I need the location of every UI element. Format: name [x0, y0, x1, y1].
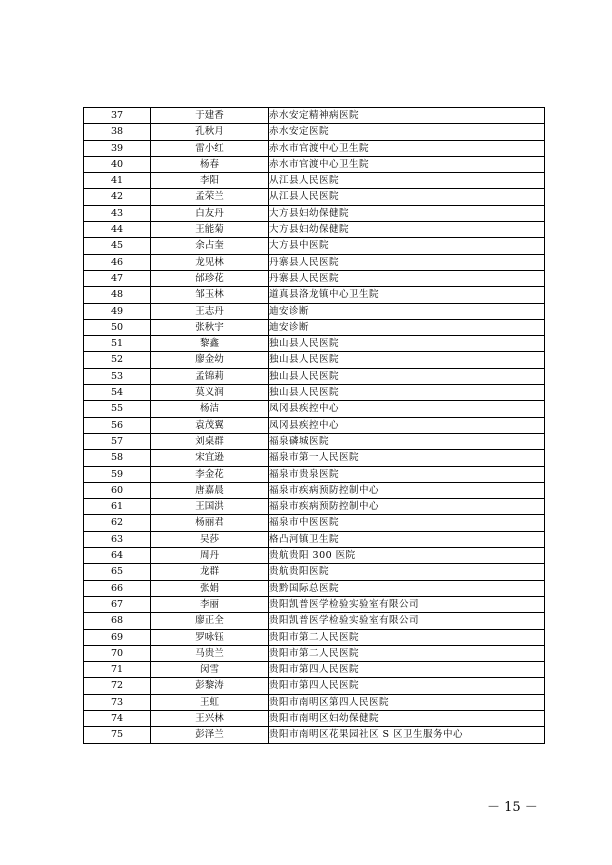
person-name-cell: 王志丹	[151, 303, 269, 319]
table-row	[84, 238, 545, 254]
work-unit-cell: 大方县妇幼保健院	[269, 222, 545, 238]
personnel-table	[83, 107, 545, 744]
person-name-cell: 龙见林	[151, 254, 269, 270]
row-number-cell: 71	[84, 662, 151, 678]
row-number-cell: 74	[84, 710, 151, 726]
table-row	[84, 287, 545, 303]
row-number-cell: 52	[84, 352, 151, 368]
work-unit-cell: 贵阳市南明区第四人民医院	[269, 694, 545, 710]
person-name-cell: 王能菊	[151, 222, 269, 238]
row-number-cell: 70	[84, 645, 151, 661]
person-name-cell: 张娟	[151, 580, 269, 596]
row-number-cell: 66	[84, 580, 151, 596]
person-name-cell: 刘桌群	[151, 433, 269, 449]
table-row	[84, 482, 545, 498]
work-unit-cell: 贵阳市南明区妇幼保健院	[269, 710, 545, 726]
row-number-cell: 38	[84, 124, 151, 140]
table-row	[84, 531, 545, 547]
person-name-cell: 于建香	[151, 108, 269, 124]
work-unit-cell: 从江县人民医院	[269, 189, 545, 205]
table-row	[84, 352, 545, 368]
person-name-cell: 彭黎涛	[151, 678, 269, 694]
person-name-cell: 李金花	[151, 466, 269, 482]
row-number-cell: 55	[84, 401, 151, 417]
person-name-cell: 邹玉林	[151, 287, 269, 303]
work-unit-cell: 福泉市疾病预防控制中心	[269, 482, 545, 498]
work-unit-cell: 独山县人民医院	[269, 336, 545, 352]
work-unit-cell: 赤水市官渡中心卫生院	[269, 156, 545, 172]
row-number-cell: 47	[84, 270, 151, 286]
person-name-cell: 王兴林	[151, 710, 269, 726]
row-number-cell: 61	[84, 499, 151, 515]
person-name-cell: 孔秋月	[151, 124, 269, 140]
table-row	[84, 205, 545, 221]
person-name-cell: 马贵兰	[151, 645, 269, 661]
work-unit-cell: 丹寨县人民医院	[269, 270, 545, 286]
table-row	[84, 401, 545, 417]
person-name-cell: 余占奎	[151, 238, 269, 254]
table-row	[84, 710, 545, 726]
person-name-cell: 袁茂翼	[151, 417, 269, 433]
table-row	[84, 694, 545, 710]
row-number-cell: 75	[84, 727, 151, 743]
person-name-cell: 杨丽君	[151, 515, 269, 531]
person-name-cell: 白友丹	[151, 205, 269, 221]
table-row	[84, 417, 545, 433]
row-number-cell: 67	[84, 596, 151, 612]
person-name-cell: 李阳	[151, 173, 269, 189]
row-number-cell: 59	[84, 466, 151, 482]
work-unit-cell: 贵阳凯普医学检验实验室有限公司	[269, 613, 545, 629]
row-number-cell: 56	[84, 417, 151, 433]
work-unit-cell: 贵阳市第四人民医院	[269, 678, 545, 694]
person-name-cell: 孟锦莉	[151, 368, 269, 384]
row-number-cell: 46	[84, 254, 151, 270]
row-number-cell: 60	[84, 482, 151, 498]
table-row	[84, 564, 545, 580]
table-row	[84, 189, 545, 205]
work-unit-cell: 贵阳市第四人民医院	[269, 662, 545, 678]
row-number-cell: 57	[84, 433, 151, 449]
row-number-cell: 37	[84, 108, 151, 124]
person-name-cell: 廖正全	[151, 613, 269, 629]
table-row	[84, 336, 545, 352]
table-row	[84, 433, 545, 449]
work-unit-cell: 贵阳市第二人民医院	[269, 645, 545, 661]
row-number-cell: 53	[84, 368, 151, 384]
person-name-cell: 周丹	[151, 548, 269, 564]
work-unit-cell: 独山县人民医院	[269, 352, 545, 368]
table-row	[84, 124, 545, 140]
work-unit-cell: 福泉市疾病预防控制中心	[269, 499, 545, 515]
person-name-cell: 闵雪	[151, 662, 269, 678]
row-number-cell: 64	[84, 548, 151, 564]
table-row	[84, 613, 545, 629]
work-unit-cell: 赤水市官渡中心卫生院	[269, 140, 545, 156]
work-unit-cell: 贵航贵阳医院	[269, 564, 545, 580]
work-unit-cell: 福泉磷城医院	[269, 433, 545, 449]
person-name-cell: 张秋宇	[151, 319, 269, 335]
table-row	[84, 385, 545, 401]
table-row	[84, 156, 545, 172]
table-row	[84, 303, 545, 319]
work-unit-cell: 丹寨县人民医院	[269, 254, 545, 270]
work-unit-cell: 贵航贵阳 300 医院	[269, 548, 545, 564]
table-row	[84, 580, 545, 596]
work-unit-cell: 格凸河镇卫生院	[269, 531, 545, 547]
table-row	[84, 596, 545, 612]
table-row	[84, 450, 545, 466]
table-row	[84, 270, 545, 286]
person-name-cell: 李丽	[151, 596, 269, 612]
work-unit-cell: 凤冈县疾控中心	[269, 417, 545, 433]
row-number-cell: 65	[84, 564, 151, 580]
table-row	[84, 678, 545, 694]
work-unit-cell: 赤水安定医院	[269, 124, 545, 140]
table-row	[84, 499, 545, 515]
person-name-cell: 孟荣兰	[151, 189, 269, 205]
work-unit-cell: 赤水安定精神病医院	[269, 108, 545, 124]
work-unit-cell: 贵阳市南明区花果园社区 S 区卫生服务中心	[269, 727, 545, 743]
person-name-cell: 罗咏钰	[151, 629, 269, 645]
page-number: － 15 －	[487, 800, 538, 815]
work-unit-cell: 贵阳市第二人民医院	[269, 629, 545, 645]
row-number-cell: 49	[84, 303, 151, 319]
table-row	[84, 645, 545, 661]
work-unit-cell: 大方县妇幼保健院	[269, 205, 545, 221]
table-row	[84, 466, 545, 482]
row-number-cell: 43	[84, 205, 151, 221]
row-number-cell: 73	[84, 694, 151, 710]
row-number-cell: 72	[84, 678, 151, 694]
work-unit-cell: 从江县人民医院	[269, 173, 545, 189]
table-row	[84, 254, 545, 270]
table-row	[84, 108, 545, 124]
work-unit-cell: 道真县洛龙镇中心卫生院	[269, 287, 545, 303]
table-row	[84, 140, 545, 156]
person-name-cell: 邰珍花	[151, 270, 269, 286]
row-number-cell: 39	[84, 140, 151, 156]
work-unit-cell: 大方县中医院	[269, 238, 545, 254]
table-row	[84, 515, 545, 531]
table-row	[84, 662, 545, 678]
person-name-cell: 龙群	[151, 564, 269, 580]
table-row	[84, 368, 545, 384]
row-number-cell: 51	[84, 336, 151, 352]
table-row	[84, 222, 545, 238]
work-unit-cell: 福泉市中医医院	[269, 515, 545, 531]
work-unit-cell: 迪安诊断	[269, 319, 545, 335]
table-row	[84, 629, 545, 645]
row-number-cell: 54	[84, 385, 151, 401]
work-unit-cell: 贵黔国际总医院	[269, 580, 545, 596]
table-row	[84, 173, 545, 189]
row-number-cell: 50	[84, 319, 151, 335]
work-unit-cell: 贵阳凯普医学检验实验室有限公司	[269, 596, 545, 612]
row-number-cell: 41	[84, 173, 151, 189]
row-number-cell: 48	[84, 287, 151, 303]
row-number-cell: 42	[84, 189, 151, 205]
person-name-cell: 雷小红	[151, 140, 269, 156]
person-name-cell: 王国洪	[151, 499, 269, 515]
table-row	[84, 548, 545, 564]
row-number-cell: 62	[84, 515, 151, 531]
row-number-cell: 58	[84, 450, 151, 466]
work-unit-cell: 福泉市第一人民医院	[269, 450, 545, 466]
work-unit-cell: 福泉市贵泉医院	[269, 466, 545, 482]
person-name-cell: 吴莎	[151, 531, 269, 547]
person-name-cell: 莫义润	[151, 385, 269, 401]
person-name-cell: 杨春	[151, 156, 269, 172]
person-name-cell: 杨洁	[151, 401, 269, 417]
row-number-cell: 44	[84, 222, 151, 238]
row-number-cell: 68	[84, 613, 151, 629]
row-number-cell: 45	[84, 238, 151, 254]
person-name-cell: 廖金幼	[151, 352, 269, 368]
personnel-table-body	[84, 108, 545, 744]
row-number-cell: 63	[84, 531, 151, 547]
work-unit-cell: 独山县人民医院	[269, 385, 545, 401]
row-number-cell: 69	[84, 629, 151, 645]
row-number-cell: 40	[84, 156, 151, 172]
table-row	[84, 727, 545, 743]
person-name-cell: 王虹	[151, 694, 269, 710]
person-name-cell: 彭泽兰	[151, 727, 269, 743]
person-name-cell: 唐嘉晨	[151, 482, 269, 498]
table-row	[84, 319, 545, 335]
person-name-cell: 黎鑫	[151, 336, 269, 352]
person-name-cell: 宋宜逊	[151, 450, 269, 466]
work-unit-cell: 独山县人民医院	[269, 368, 545, 384]
work-unit-cell: 凤冈县疾控中心	[269, 401, 545, 417]
work-unit-cell: 迪安诊断	[269, 303, 545, 319]
